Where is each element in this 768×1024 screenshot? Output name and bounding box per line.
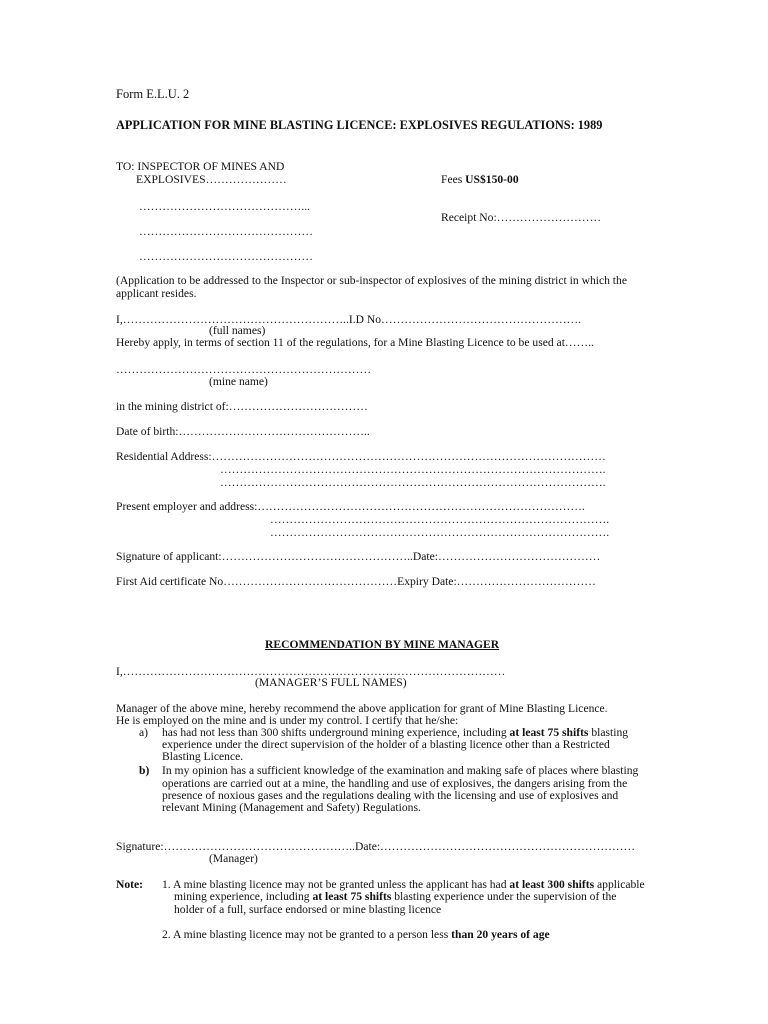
full-names-caption: (full names) xyxy=(209,324,266,337)
item-b-line-1: In my opinion has a sufficient knowledge of the examination and making safe of places where blasting xyxy=(162,764,639,777)
addressee-line-1: TO: INSPECTOR OF MINES AND xyxy=(116,160,285,173)
form-title: APPLICATION FOR MINE BLASTING LICENCE: EXPLOSIVES REGULATIONS: 1989 xyxy=(116,118,603,132)
item-b-marker: b) xyxy=(139,764,150,777)
residential-address-line-2: ………………………………………………………………………………………. xyxy=(220,463,606,476)
fees-label: Fees xyxy=(441,173,466,186)
note-2-emphasis: than 20 years of age xyxy=(451,928,550,941)
note-label: Note: xyxy=(116,878,144,891)
present-employer-field: Present employer and address:…………………………………………………………………………. xyxy=(116,500,585,513)
item-a-text-end: blasting xyxy=(588,726,629,739)
item-b-line-2: operations are carried out at a mine, the handling and use of explosives, the dangers arising from the xyxy=(162,777,628,790)
note-1-emphasis: at least 300 shifts xyxy=(509,878,595,891)
address-line-1: ……………………………………... xyxy=(139,200,311,213)
item-a-marker: a) xyxy=(139,726,149,739)
mining-district-field: in the mining district of:……………………………… xyxy=(116,400,368,413)
present-employer-line-3: ……………………………………………………………………………. xyxy=(270,526,610,539)
item-a-text: has had not less than 300 shifts underground mining experience, including xyxy=(162,726,510,739)
item-a-line-2: experience under the direct supervision of the holder of a blasting licence other than a Restricted xyxy=(162,738,610,751)
manager-name-caption: (MANAGER’S FULL NAMES) xyxy=(255,676,407,689)
addressee-line-2: EXPLOSIVES………………… xyxy=(136,173,287,186)
note-1-text: 1. A mine blasting licence may not be granted unless the applicant has had xyxy=(162,878,510,891)
item-b-line-4: relevant Mining (Management and Safety) Regulations. xyxy=(162,801,421,814)
receipt-number: Receipt No:……………………… xyxy=(441,211,602,224)
mine-name-line: ………………………………………………………… xyxy=(116,363,372,376)
note-1-line-2-text-end: blasting experience under the supervision of the xyxy=(391,890,617,903)
applicant-signature-date: Signature of applicant:…………………………………………..Date:…………………………………… xyxy=(116,550,601,563)
manager-signature-date: Signature:…………………………………………..Date:………………………………………………………… xyxy=(116,840,636,853)
item-a-emphasis: at least 75 shifts xyxy=(509,726,589,739)
manager-name-line: I,……………………………………………………………………………………… xyxy=(116,665,506,678)
residential-address-field: Residential Address:………………………………………………………………………………………… xyxy=(116,450,606,463)
instruction-line-2: applicant resides. xyxy=(116,287,197,300)
manager-signature-caption: (Manager) xyxy=(209,852,258,865)
first-aid-certificate-field: First Aid certificate No………………………………………Expiry Date:……………………………… xyxy=(116,575,596,588)
note-2 xyxy=(162,928,550,941)
fees-amount: US$150-00 xyxy=(465,173,519,186)
instruction-line-1: (Application to be addressed to the Inspector or sub-inspector of explosives of the mining district in which the xyxy=(116,274,627,287)
note-1-line-2-emphasis: at least 75 shifts xyxy=(312,890,392,903)
fees xyxy=(441,173,519,186)
residential-address-line-3: ………………………………………………………………………………………. xyxy=(220,476,606,489)
item-a-line-3: Blasting Licence. xyxy=(162,750,244,763)
manager-statement-1: Manager of the above mine, hereby recommend the above application for grant of Mine Blasting Licence. xyxy=(116,702,608,715)
note-1-line-2-text: mining experience, including xyxy=(174,890,313,903)
note-2-text: 2. A mine blasting licence may not be granted to a person less xyxy=(162,928,452,941)
date-of-birth-field: Date of birth:………………………………………….. xyxy=(116,425,370,438)
present-employer-line-2: ……………………………………………………………………………. xyxy=(270,513,610,526)
applicant-name-id-line: I,…………………………………………………..I.D No……………………………………………. xyxy=(116,313,582,326)
note-1-text-end: applicable xyxy=(594,878,645,891)
mine-name-caption: (mine name) xyxy=(209,375,268,388)
address-line-2: ……………………………………… xyxy=(139,225,313,238)
form-code: Form E.L.U. 2 xyxy=(116,87,190,101)
address-line-3: ……………………………………… xyxy=(139,250,313,263)
apply-statement: Hereby apply, in terms of section 11 of the regulations, for a Mine Blasting Licence to be used at…….. xyxy=(116,336,594,349)
manager-statement-2: He is employed on the mine and is under my control. I certify that he/she: xyxy=(116,714,459,727)
item-b-line-3: presence of noxious gases and the regulations dealing with the licensing and use of explosives and xyxy=(162,789,619,802)
note-1-line-3: holder of a full, surface endorsed or mine blasting licence xyxy=(174,903,442,916)
recommendation-heading: RECOMMENDATION BY MINE MANAGER xyxy=(265,638,500,651)
note-1-line-2 xyxy=(174,890,616,903)
